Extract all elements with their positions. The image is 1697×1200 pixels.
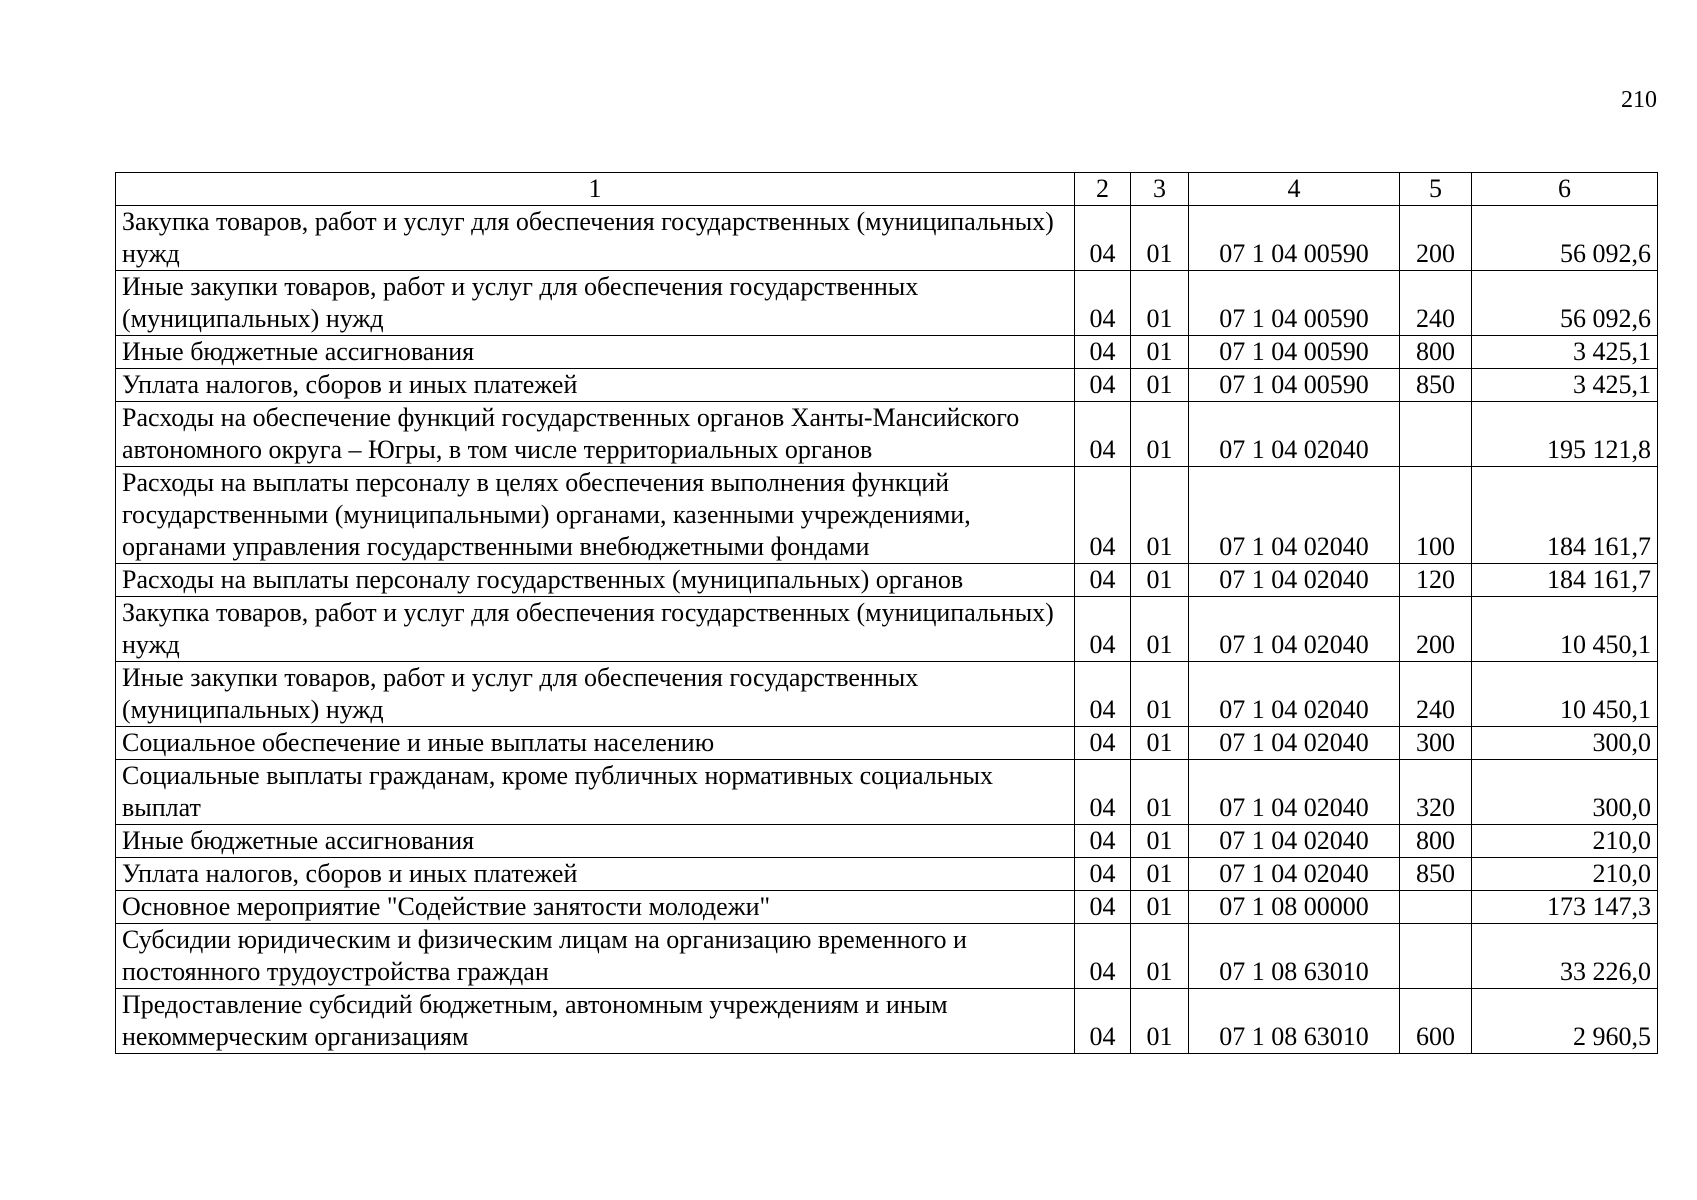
row-name: Основное мероприятие "Содействие занятости молодежи" [116, 891, 1075, 924]
row-name: Предоставление субсидий бюджетным, автономным учреждениям и иным некоммерческим организациям [116, 989, 1075, 1054]
row-name: Иные закупки товаров, работ и услуг для обеспечения государственных (муниципальных) нужд [116, 662, 1075, 727]
row-amount: 210,0 [1472, 858, 1658, 891]
row-subsection: 01 [1131, 891, 1189, 924]
row-target-article: 07 1 04 02040 [1189, 727, 1400, 760]
row-subsection: 01 [1131, 727, 1189, 760]
row-target-article: 07 1 04 02040 [1189, 825, 1400, 858]
row-subsection: 01 [1131, 662, 1189, 727]
row-amount: 184 161,7 [1472, 564, 1658, 597]
row-subsection: 01 [1131, 760, 1189, 825]
row-name: Социальное обеспечение и иные выплаты населению [116, 727, 1075, 760]
table-row [116, 467, 1658, 564]
row-expense-type: 200 [1400, 206, 1472, 271]
row-amount: 56 092,6 [1472, 206, 1658, 271]
page-number: 210 [1621, 87, 1657, 113]
row-target-article: 07 1 04 02040 [1189, 564, 1400, 597]
table-header [116, 173, 1658, 206]
row-expense-type: 850 [1400, 369, 1472, 402]
row-expense-type: 240 [1400, 271, 1472, 336]
row-expense-type: 300 [1400, 727, 1472, 760]
row-target-article: 07 1 04 02040 [1189, 662, 1400, 727]
table-row [116, 402, 1658, 467]
row-subsection: 01 [1131, 989, 1189, 1054]
row-amount: 10 450,1 [1472, 597, 1658, 662]
table-body [116, 206, 1658, 1054]
row-name: Иные бюджетные ассигнования [116, 825, 1075, 858]
row-section: 04 [1075, 369, 1131, 402]
row-amount: 300,0 [1472, 760, 1658, 825]
row-section: 04 [1075, 336, 1131, 369]
row-name: Расходы на выплаты персоналу государственных (муниципальных) органов [116, 564, 1075, 597]
row-expense-type: 240 [1400, 662, 1472, 727]
table-row [116, 891, 1658, 924]
row-section: 04 [1075, 271, 1131, 336]
row-target-article: 07 1 04 02040 [1189, 858, 1400, 891]
row-section: 04 [1075, 206, 1131, 271]
row-subsection: 01 [1131, 206, 1189, 271]
row-target-article: 07 1 08 63010 [1189, 989, 1400, 1054]
table-row [116, 858, 1658, 891]
row-target-article: 07 1 04 02040 [1189, 597, 1400, 662]
row-subsection: 01 [1131, 271, 1189, 336]
row-expense-type: 120 [1400, 564, 1472, 597]
row-section: 04 [1075, 891, 1131, 924]
table-row [116, 597, 1658, 662]
table-row [116, 369, 1658, 402]
row-amount: 10 450,1 [1472, 662, 1658, 727]
row-expense-type [1400, 924, 1472, 989]
row-amount: 3 425,1 [1472, 336, 1658, 369]
row-section: 04 [1075, 727, 1131, 760]
row-amount: 33 226,0 [1472, 924, 1658, 989]
row-section: 04 [1075, 564, 1131, 597]
row-target-article: 07 1 04 00590 [1189, 206, 1400, 271]
table-row [116, 924, 1658, 989]
table-row [116, 825, 1658, 858]
row-target-article: 07 1 04 00590 [1189, 271, 1400, 336]
budget-table [115, 172, 1658, 1054]
table-row [116, 271, 1658, 336]
row-subsection: 01 [1131, 564, 1189, 597]
row-subsection: 01 [1131, 402, 1189, 467]
table-row [116, 662, 1658, 727]
row-target-article: 07 1 08 00000 [1189, 891, 1400, 924]
column-header-name: 1 [116, 173, 1075, 206]
row-expense-type: 800 [1400, 825, 1472, 858]
row-target-article: 07 1 04 02040 [1189, 402, 1400, 467]
row-amount: 300,0 [1472, 727, 1658, 760]
column-header-expense-type: 5 [1400, 173, 1472, 206]
row-target-article: 07 1 04 02040 [1189, 760, 1400, 825]
row-name: Расходы на выплаты персоналу в целях обеспечения выполнения функций государственными (муниципальными) органами, казенными учреждениями, органами управления государственными внебюджетными фондами [116, 467, 1075, 564]
table-row [116, 989, 1658, 1054]
row-expense-type: 850 [1400, 858, 1472, 891]
row-subsection: 01 [1131, 597, 1189, 662]
row-expense-type: 600 [1400, 989, 1472, 1054]
row-amount: 195 121,8 [1472, 402, 1658, 467]
row-section: 04 [1075, 858, 1131, 891]
row-expense-type: 320 [1400, 760, 1472, 825]
table-row [116, 760, 1658, 825]
row-expense-type: 100 [1400, 467, 1472, 564]
column-header-amount: 6 [1472, 173, 1658, 206]
row-section: 04 [1075, 597, 1131, 662]
row-section: 04 [1075, 760, 1131, 825]
row-subsection: 01 [1131, 369, 1189, 402]
row-amount: 210,0 [1472, 825, 1658, 858]
row-amount: 184 161,7 [1472, 467, 1658, 564]
row-target-article: 07 1 04 00590 [1189, 336, 1400, 369]
table-row [116, 336, 1658, 369]
row-expense-type [1400, 891, 1472, 924]
row-subsection: 01 [1131, 924, 1189, 989]
row-target-article: 07 1 04 00590 [1189, 369, 1400, 402]
row-name: Уплата налогов, сборов и иных платежей [116, 369, 1075, 402]
row-name: Иные закупки товаров, работ и услуг для обеспечения государственных (муниципальных) нужд [116, 271, 1075, 336]
row-section: 04 [1075, 989, 1131, 1054]
row-subsection: 01 [1131, 825, 1189, 858]
row-expense-type: 200 [1400, 597, 1472, 662]
row-amount: 3 425,1 [1472, 369, 1658, 402]
table-row [116, 727, 1658, 760]
row-name: Расходы на обеспечение функций государственных органов Ханты-Мансийского автономного округа – Югры, в том числе территориальных органов [116, 402, 1075, 467]
row-section: 04 [1075, 467, 1131, 564]
row-subsection: 01 [1131, 336, 1189, 369]
row-expense-type: 800 [1400, 336, 1472, 369]
table-row [116, 206, 1658, 271]
row-name: Иные бюджетные ассигнования [116, 336, 1075, 369]
column-header-section: 2 [1075, 173, 1131, 206]
column-header-target-article: 4 [1189, 173, 1400, 206]
column-header-subsection: 3 [1131, 173, 1189, 206]
row-name: Уплата налогов, сборов и иных платежей [116, 858, 1075, 891]
table-row [116, 564, 1658, 597]
row-name: Социальные выплаты гражданам, кроме публичных нормативных социальных выплат [116, 760, 1075, 825]
row-amount: 56 092,6 [1472, 271, 1658, 336]
row-amount: 173 147,3 [1472, 891, 1658, 924]
row-name: Закупка товаров, работ и услуг для обеспечения государственных (муниципальных) нужд [116, 206, 1075, 271]
header-row [116, 173, 1658, 206]
row-target-article: 07 1 08 63010 [1189, 924, 1400, 989]
row-amount: 2 960,5 [1472, 989, 1658, 1054]
row-section: 04 [1075, 402, 1131, 467]
row-name: Субсидии юридическим и физическим лицам на организацию временного и постоянного трудоустройства граждан [116, 924, 1075, 989]
row-target-article: 07 1 04 02040 [1189, 467, 1400, 564]
row-section: 04 [1075, 825, 1131, 858]
row-expense-type [1400, 402, 1472, 467]
row-name: Закупка товаров, работ и услуг для обеспечения государственных (муниципальных) нужд [116, 597, 1075, 662]
row-section: 04 [1075, 924, 1131, 989]
row-section: 04 [1075, 662, 1131, 727]
row-subsection: 01 [1131, 467, 1189, 564]
row-subsection: 01 [1131, 858, 1189, 891]
